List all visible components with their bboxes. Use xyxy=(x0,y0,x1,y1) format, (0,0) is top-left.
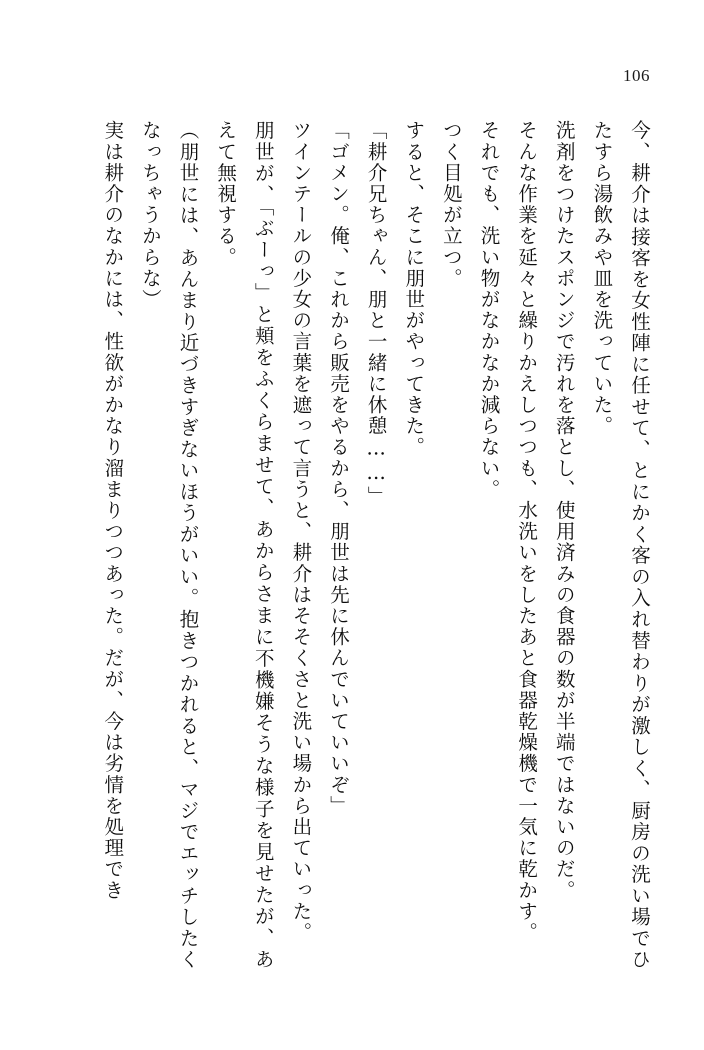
page-number: 106 xyxy=(623,66,650,85)
paragraph: 洗剤をつけたスポンジで汚れを落とし、使用済みの食器の数が半端ではないのだ。 xyxy=(552,120,576,901)
paragraph: 今、耕介は接客を女性陣に任せて、とにかく客の入れ替わりが激しく、厨房の洗い場でひたすら湯飲みや皿を洗っていた。 xyxy=(590,120,651,970)
paragraph: 朋世が、「ぶーっ」と頬をふくらませて、あからさまに不機嫌そうな様子を見せたが、あえて無視する。 xyxy=(214,120,275,970)
paragraph: すると、そこに朋世がやってきた。 xyxy=(402,120,426,458)
body-text xyxy=(46,120,658,970)
paragraph: 実は耕介のなかには、性欲がかなり溜まりつつあった。だが、今は劣情を処理でき xyxy=(101,120,125,901)
paragraph: ツインテールの少女の言葉を遮って言うと、耕介はそそくさと洗い場から出ていった。 xyxy=(289,120,313,943)
paragraph: そんな作業を延々と繰りかえしつつも、水洗いをしたあと食器乾燥機で一気に乾かす。 xyxy=(515,120,539,943)
paragraph: それでも、洗い物がなかなか減らない。 xyxy=(477,120,501,500)
dialogue-line: 「ゴメン。俺、これから販売をやるから、朋世は先に休んでいていいぞ」 xyxy=(327,120,350,817)
dialogue-line: 「耕介兄ちゃん、朋と一緒に休憩……」 xyxy=(364,120,388,507)
paragraph: つく目処が立つ。 xyxy=(439,120,463,289)
inner-monologue: （朋世には、あんまり近づきすぎないほうがいい。抱きつかれると、マジでエッチしたくなっちゃうからな） xyxy=(138,120,200,970)
